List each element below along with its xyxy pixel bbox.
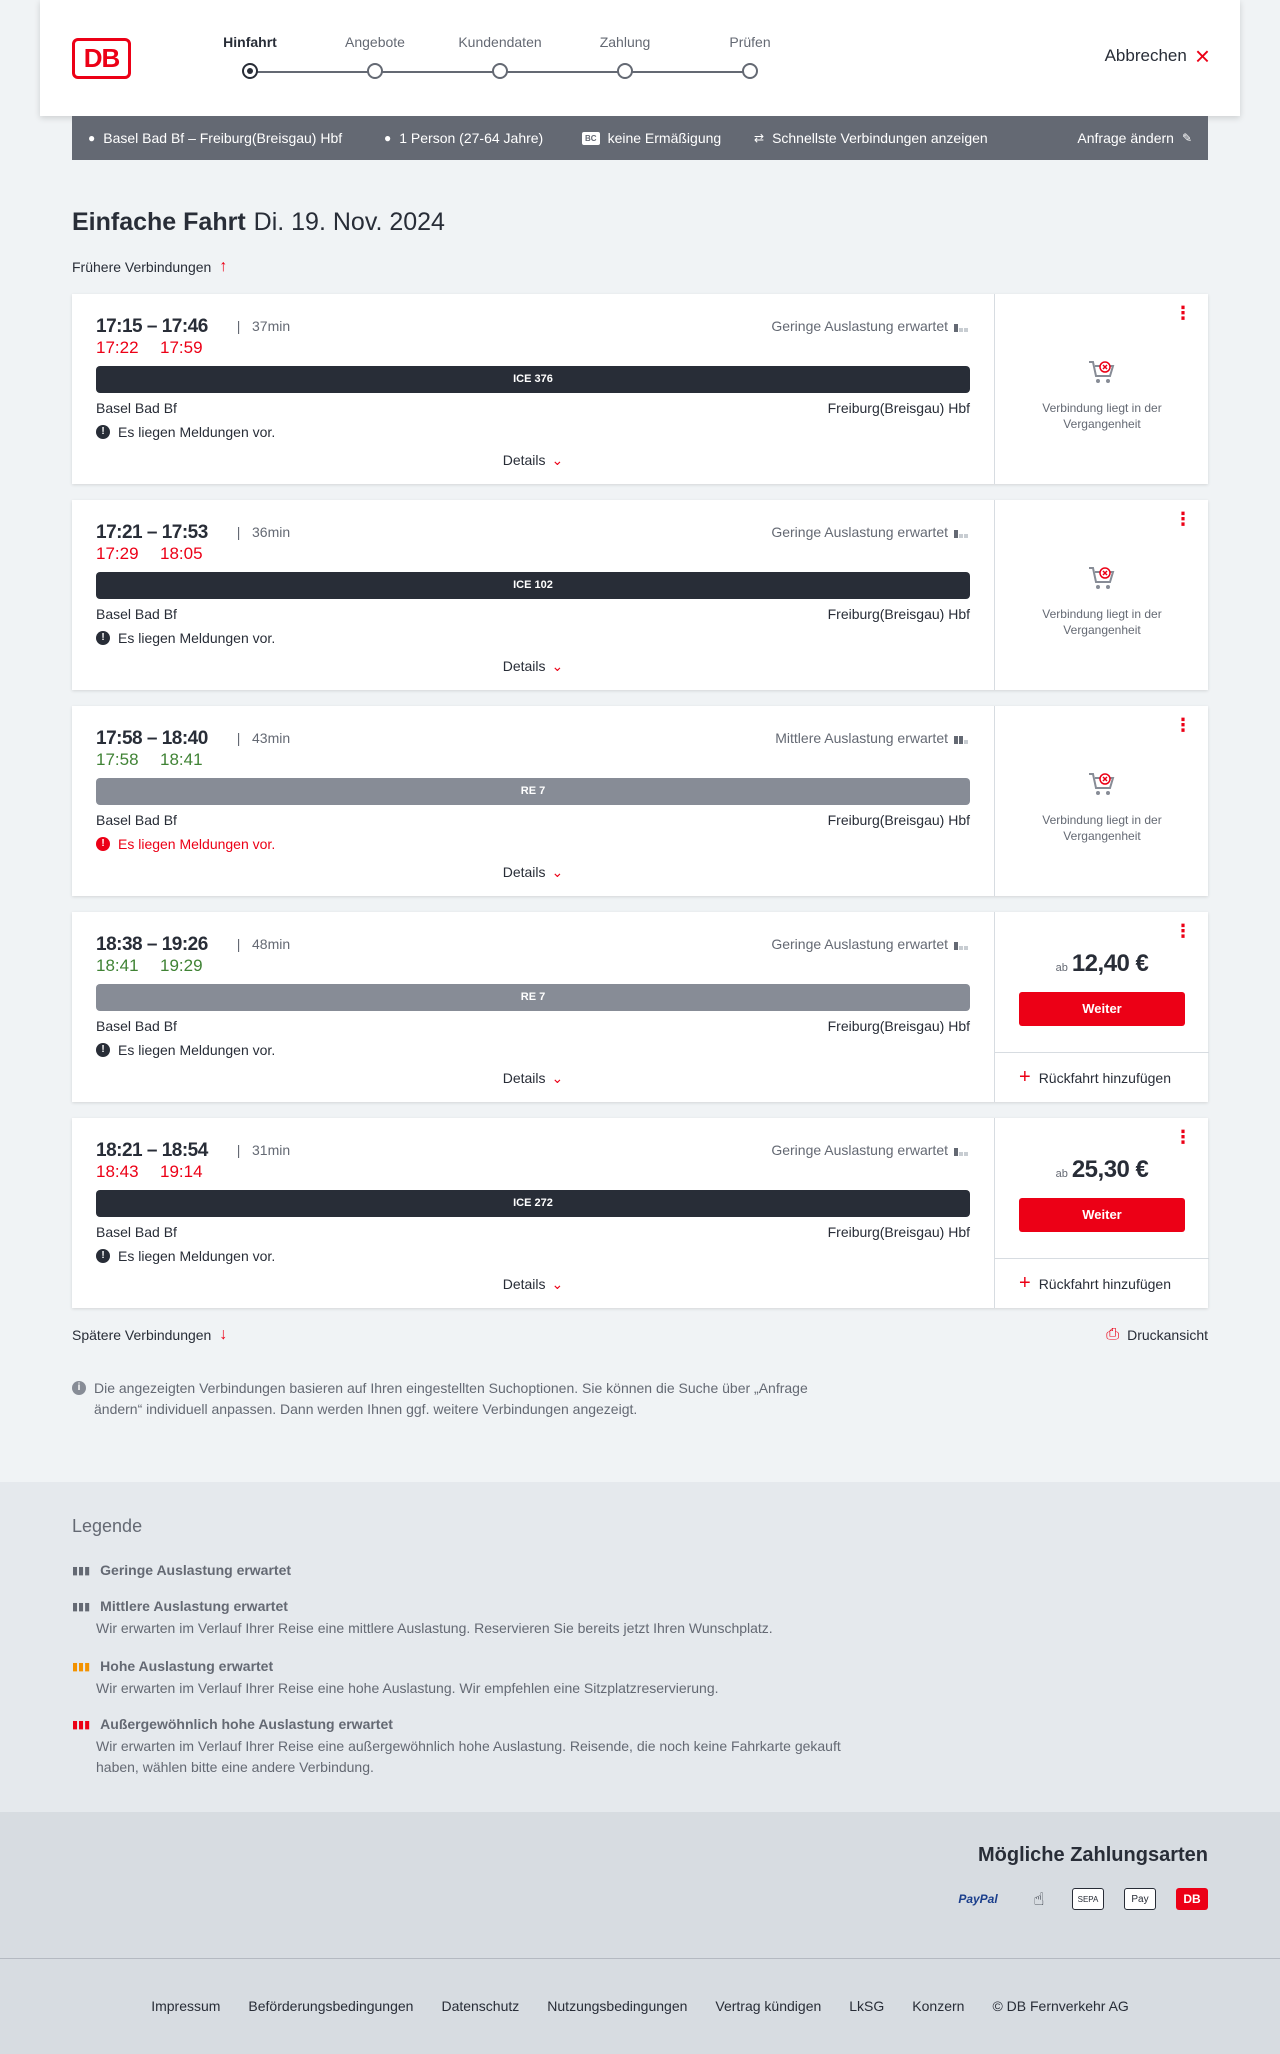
scheduled-times: 17:21 – 17:53 xyxy=(96,522,208,543)
occupancy-info: Geringe Auslastung erwartet xyxy=(771,936,968,952)
train-bar[interactable]: ICE 376 xyxy=(96,366,970,393)
duration: | 36min xyxy=(236,524,291,540)
past-connection-text: Verbindung liegt in der Vergangenheit xyxy=(1042,813,1162,843)
db-pay-icon: DB xyxy=(1176,1888,1208,1910)
details-toggle[interactable]: Details ⌄ xyxy=(502,864,564,880)
sepa-icon: SEPA xyxy=(1072,1888,1104,1910)
connection-card[interactable] xyxy=(72,912,1208,1102)
footer-link[interactable]: Beförderungsbedingungen xyxy=(248,1998,414,2014)
occupancy-legend-icon: ▮▮▮ xyxy=(72,1564,91,1577)
occupancy-legend-icon: ▮▮▮ xyxy=(72,1718,91,1731)
swap-arrows-icon: ⇄ xyxy=(754,131,765,145)
price: ab 25,30 € xyxy=(1055,1156,1149,1183)
more-options-icon[interactable]: ⋮ xyxy=(1174,303,1192,323)
step-dot xyxy=(742,63,758,79)
duration: | 43min xyxy=(236,730,291,746)
discount-summary: BC keine Ermäßigung xyxy=(582,130,721,146)
duration: | 37min xyxy=(236,318,291,334)
occupancy-legend-icon: ▮▮▮ xyxy=(72,1600,91,1613)
destination-station: Freiburg(Breisgau) Hbf xyxy=(827,1224,970,1240)
close-icon: × xyxy=(1194,41,1210,71)
footer-link[interactable]: Impressum xyxy=(151,1998,221,2014)
past-connection-text: Verbindung liegt in der Vergangenheit xyxy=(1042,607,1162,637)
step-dot xyxy=(617,63,633,79)
realtime-arrival: 18:41 xyxy=(160,750,203,769)
realtime-departure: 17:22 xyxy=(96,338,139,357)
step-dot xyxy=(367,63,383,79)
origin-station: Basel Bad Bf xyxy=(96,400,177,416)
search-summary-bar xyxy=(72,116,1208,160)
step-zahlung: Zahlung xyxy=(560,34,690,50)
apple-pay-icon: Pay xyxy=(1124,1888,1156,1910)
train-bar[interactable]: ICE 102 xyxy=(96,572,970,599)
continue-button[interactable]: Weiter xyxy=(1019,1198,1185,1232)
cart-unavailable-icon xyxy=(1087,770,1117,798)
location-pin-icon: ● xyxy=(88,131,96,145)
legend-title: Legende xyxy=(72,1516,143,1536)
payment-methods-section xyxy=(0,1812,1280,1958)
footer-link[interactable]: Vertrag kündigen xyxy=(715,1998,822,2014)
offer-panel xyxy=(994,294,1208,484)
offer-panel xyxy=(994,500,1208,690)
footer-link[interactable]: Datenschutz xyxy=(441,1998,520,2014)
origin-station: Basel Bad Bf xyxy=(96,812,177,828)
more-options-icon[interactable]: ⋮ xyxy=(1174,1127,1192,1147)
plus-icon: + xyxy=(1019,1066,1031,1088)
print-view-link[interactable]: ⎙ Druckansicht xyxy=(1106,1326,1208,1343)
step-kundendaten: Kundendaten xyxy=(435,34,565,50)
destination-station: Freiburg(Breisgau) Hbf xyxy=(827,606,970,622)
occupancy-icon xyxy=(954,526,968,538)
fastest-connections-summary: ⇄ Schnellste Verbindungen anzeigen xyxy=(754,130,988,146)
destination-station: Freiburg(Breisgau) Hbf xyxy=(827,812,970,828)
alert-icon: ! xyxy=(96,1249,110,1263)
legend-description: Wir erwarten im Verlauf Ihrer Reise eine außergewöhnlich hohe Auslastung. Reisende, die noch keine Fahrkarte gekauft haben, wählen bitte eine andere Verbindung. xyxy=(96,1738,841,1775)
destination-station: Freiburg(Breisgau) Hbf xyxy=(827,1018,970,1034)
earlier-connections-link[interactable]: Frühere Verbindungen ↑ xyxy=(72,258,228,275)
offer-panel xyxy=(994,912,1208,1102)
bahncard-icon: BC xyxy=(582,132,600,145)
realtime-departure: 17:29 xyxy=(96,544,139,563)
realtime-arrival: 18:05 xyxy=(160,544,203,563)
offer-panel xyxy=(994,1118,1208,1308)
notice-message: ! Es liegen Meldungen vor. xyxy=(96,1042,275,1058)
footer xyxy=(0,1958,1280,2054)
route-summary: ● Basel Bad Bf – Freiburg(Breisgau) Hbf xyxy=(88,130,343,146)
pencil-icon: ✎ xyxy=(1181,131,1192,145)
footer-links xyxy=(0,1998,1280,2014)
plus-icon: + xyxy=(1019,1272,1031,1294)
person-icon: ● xyxy=(384,131,392,145)
legend-section xyxy=(0,1482,1280,1812)
notice-message: ! Es liegen Meldungen vor. xyxy=(96,630,275,646)
direct-debit-hand-icon: ☝ xyxy=(1033,1888,1045,1909)
alert-icon: ! xyxy=(96,425,110,439)
details-toggle[interactable]: Details ⌄ xyxy=(502,1276,564,1292)
realtime-arrival: 17:59 xyxy=(160,338,203,357)
scheduled-times: 18:38 – 19:26 xyxy=(96,934,208,955)
realtime-departure: 17:58 xyxy=(96,750,139,769)
realtime-departure: 18:43 xyxy=(96,1162,139,1181)
later-connections-link[interactable]: Spätere Verbindungen ↓ xyxy=(72,1326,228,1343)
more-options-icon[interactable]: ⋮ xyxy=(1174,509,1192,529)
realtime-arrival: 19:14 xyxy=(160,1162,203,1181)
cart-unavailable-icon xyxy=(1087,358,1117,386)
footer-link: © DB Fernverkehr AG xyxy=(992,1998,1129,2014)
origin-station: Basel Bad Bf xyxy=(96,606,177,622)
occupancy-icon xyxy=(954,1144,968,1156)
destination-station: Freiburg(Breisgau) Hbf xyxy=(827,400,970,416)
step-hinfahrt: Hinfahrt xyxy=(185,34,315,50)
chevron-down-icon: ⌄ xyxy=(551,1070,564,1086)
step-angebote: Angebote xyxy=(310,34,440,50)
legend-item: ▮▮▮ Außergewöhnlich hohe Auslastung erwartet Wir erwarten im Verlauf Ihrer Reise eine außergewöhnlich hohe Auslastung. Reisende, die noch keine Fahrkarte gekauft haben, wählen bitte eine andere Verbindung. xyxy=(72,1716,852,1778)
add-return-trip-button[interactable]: + Rückfahrt hinzufügen xyxy=(995,1052,1209,1102)
legend-item: ▮▮▮ Hohe Auslastung erwartet Wir erwarten im Verlauf Ihrer Reise eine hohe Auslastung. Wir empfehlen eine Sitzplatzreservierung. xyxy=(72,1658,852,1699)
train-bar[interactable]: ICE 272 xyxy=(96,1190,970,1217)
printer-icon: ⎙ xyxy=(1106,1326,1120,1343)
notice-message: ! Es liegen Meldungen vor. xyxy=(96,424,275,440)
cart-unavailable-icon xyxy=(1087,564,1117,592)
passenger-summary: ● 1 Person (27-64 Jahre) xyxy=(384,130,544,146)
price: ab 12,40 € xyxy=(1055,950,1149,977)
db-logo[interactable]: DB xyxy=(72,38,131,79)
details-toggle[interactable]: Details ⌄ xyxy=(502,1070,564,1086)
chevron-down-icon: ⌄ xyxy=(551,1276,564,1292)
scheduled-times: 17:15 – 17:46 xyxy=(96,316,208,337)
realtime-arrival: 19:29 xyxy=(160,956,203,975)
details-toggle[interactable]: Details ⌄ xyxy=(502,452,564,468)
cancel-label: Abbrechen xyxy=(1104,46,1187,65)
cancel-button[interactable] xyxy=(1104,41,1210,71)
payment-title: Mögliche Zahlungsarten xyxy=(977,1844,1208,1866)
duration: | 48min xyxy=(236,936,291,952)
footer-link[interactable]: Konzern xyxy=(912,1998,965,2014)
occupancy-info: Geringe Auslastung erwartet xyxy=(771,524,968,540)
occupancy-legend-icon: ▮▮▮ xyxy=(72,1660,91,1673)
occupancy-info: Geringe Auslastung erwartet xyxy=(771,1142,968,1158)
occupancy-info: Geringe Auslastung erwartet xyxy=(771,318,968,334)
past-connection-text: Verbindung liegt in der Vergangenheit xyxy=(1042,401,1162,431)
arrow-up-icon: ↑ xyxy=(219,258,228,275)
more-options-icon[interactable]: ⋮ xyxy=(1174,921,1192,941)
more-options-icon[interactable]: ⋮ xyxy=(1174,715,1192,735)
train-bar[interactable]: RE 7 xyxy=(96,778,970,805)
footer-link[interactable]: Nutzungsbedingungen xyxy=(547,1998,688,2014)
step-pruefen: Prüfen xyxy=(685,34,815,50)
connection-card[interactable] xyxy=(72,294,1208,484)
alert-icon: ! xyxy=(96,1043,110,1057)
notice-message: ! Es liegen Meldungen vor. xyxy=(96,1248,275,1264)
alert-icon: ! xyxy=(96,631,110,645)
details-toggle[interactable]: Details ⌄ xyxy=(502,658,564,674)
occupancy-icon xyxy=(954,938,968,950)
legend-description: Wir erwarten im Verlauf Ihrer Reise eine mittlere Auslastung. Reservieren Sie bereits jetzt Ihren Wunschplatz. xyxy=(96,1620,773,1636)
step-dot-active xyxy=(242,63,258,79)
duration: | 31min xyxy=(236,1142,291,1158)
footer-link[interactable]: LkSG xyxy=(849,1998,885,2014)
alert-icon: ! xyxy=(96,837,110,851)
occupancy-icon xyxy=(954,732,968,744)
page-title: Einfache Fahrt Di. 19. Nov. 2024 xyxy=(72,208,445,236)
paypal-icon: PayPal xyxy=(958,1892,998,1906)
chevron-down-icon: ⌄ xyxy=(551,658,564,674)
connection-card[interactable] xyxy=(72,706,1208,896)
info-icon: i xyxy=(72,1381,86,1395)
info-text: Die angezeigten Verbindungen basieren auf Ihren eingestellten Suchoptionen. Sie können die Suche über „Anfrage ändern“ individuell anpassen. Dann werden Ihnen ggf. weitere Verbindungen angezeigt. xyxy=(94,1380,808,1417)
step-dot xyxy=(492,63,508,79)
payment-icons xyxy=(950,1888,1208,1910)
booking-header xyxy=(40,0,1240,116)
chevron-down-icon: ⌄ xyxy=(551,864,564,880)
continue-button[interactable]: Weiter xyxy=(1019,992,1185,1026)
legend-item: ▮▮▮ Mittlere Auslastung erwartet Wir erwarten im Verlauf Ihrer Reise eine mittlere Auslastung. Reservieren Sie bereits jetzt Ihren Wunschplatz. xyxy=(72,1598,852,1639)
realtime-departure: 18:41 xyxy=(96,956,139,975)
scheduled-times: 18:21 – 18:54 xyxy=(96,1140,208,1161)
info-note xyxy=(72,1378,852,1420)
change-request-link[interactable]: Anfrage ändern ✎ xyxy=(1077,130,1192,146)
origin-station: Basel Bad Bf xyxy=(96,1018,177,1034)
arrow-down-icon: ↓ xyxy=(219,1326,228,1343)
origin-station: Basel Bad Bf xyxy=(96,1224,177,1240)
legend-description: Wir erwarten im Verlauf Ihrer Reise eine hohe Auslastung. Wir empfehlen eine Sitzplatzreservierung. xyxy=(96,1680,719,1696)
occupancy-info: Mittlere Auslastung erwartet xyxy=(775,730,968,746)
occupancy-icon xyxy=(954,320,968,332)
progress-stepper xyxy=(170,34,810,84)
add-return-trip-button[interactable]: + Rückfahrt hinzufügen xyxy=(995,1258,1209,1308)
legend-item: ▮▮▮ Geringe Auslastung erwartet xyxy=(72,1562,292,1578)
offer-panel xyxy=(994,706,1208,896)
scheduled-times: 17:58 – 18:40 xyxy=(96,728,208,749)
chevron-down-icon: ⌄ xyxy=(551,452,564,468)
train-bar[interactable]: RE 7 xyxy=(96,984,970,1011)
notice-message: ! Es liegen Meldungen vor. xyxy=(96,836,275,852)
connection-card[interactable] xyxy=(72,500,1208,690)
connection-card[interactable] xyxy=(72,1118,1208,1308)
